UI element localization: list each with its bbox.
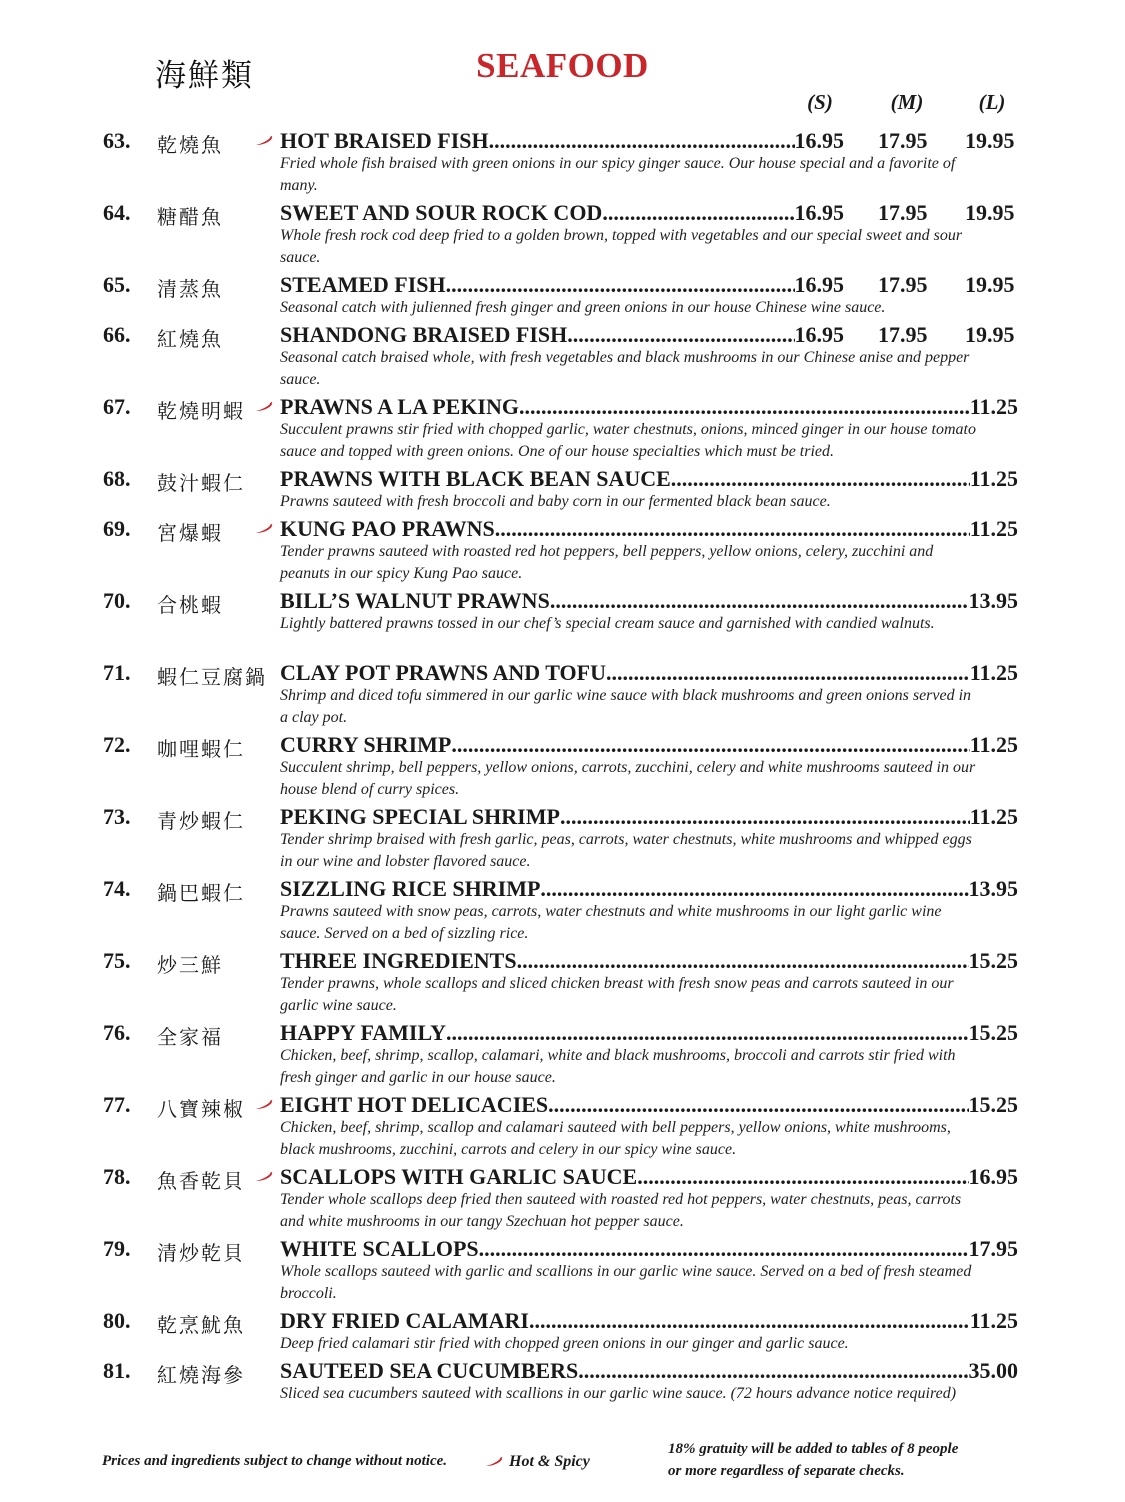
item-name: CURRY SHRIMP bbox=[280, 732, 452, 757]
item-title-line bbox=[280, 1092, 1018, 1118]
item-chinese-name: 糖醋魚 bbox=[157, 205, 223, 229]
item-number: 76. bbox=[103, 1020, 131, 1045]
item-price: 15.25 bbox=[968, 948, 1018, 973]
pepper-icon bbox=[255, 136, 273, 146]
item-description: Fried whole fish braised with green onions in our spicy ginger sauce. Our house special and a favorite of many. bbox=[280, 155, 956, 194]
item-number: 73. bbox=[103, 804, 131, 829]
item-chinese-name: 宮爆蝦 bbox=[157, 521, 223, 545]
item-price: 11.25 bbox=[969, 516, 1018, 541]
item-name: SWEET AND SOUR ROCK COD bbox=[280, 200, 603, 225]
item-number: 68. bbox=[103, 466, 131, 491]
item-description: Prawns sauteed with fresh broccoli and baby corn in our fermented black bean sauce. bbox=[280, 493, 831, 510]
item-description: Deep fried calamari stir fried with chopped green onions in our ginger and garlic sauce. bbox=[280, 1335, 849, 1352]
item-price: 11.25 bbox=[969, 732, 1018, 757]
item-description: Sliced sea cucumbers sauteed with scallions in our garlic wine sauce. (72 hours advance notice required) bbox=[280, 1385, 957, 1402]
item-description: Tender prawns sauteed with roasted red hot peppers, bell peppers, yellow onions, celery, zucchini and peanuts in our spicy Kung Pao sauce. bbox=[280, 543, 934, 582]
dot-leader bbox=[451, 732, 969, 758]
item-name: SCALLOPS WITH GARLIC SAUCE bbox=[280, 1164, 638, 1189]
pepper-icon bbox=[255, 1100, 273, 1110]
item-title-line bbox=[280, 1164, 1018, 1190]
item-number: 72. bbox=[103, 732, 131, 757]
item-title-line bbox=[280, 732, 1018, 758]
gratuity-line: 18% gratuity will be added to tables of 8 people bbox=[668, 1441, 959, 1457]
item-description: Shrimp and diced tofu simmered in our garlic wine sauce with black mushrooms and green onions served in a clay pot. bbox=[280, 687, 972, 726]
item-chinese-name: 咖哩蝦仁 bbox=[157, 737, 245, 761]
item-name: DRY FRIED CALAMARI bbox=[280, 1308, 529, 1333]
item-name: SIZZLING RICE SHRIMP bbox=[280, 876, 541, 901]
item-description: Prawns sauteed with snow peas, carrots, water chestnuts and white mushrooms in our light garlic wine sauce. Served on a bed of sizzling rice. bbox=[280, 903, 942, 942]
item-number: 74. bbox=[103, 876, 131, 901]
item-chinese-name: 鍋巴蝦仁 bbox=[157, 881, 245, 905]
item-title-line bbox=[280, 660, 1018, 686]
item-number: 71. bbox=[103, 660, 131, 685]
spicy-legend-label: Hot & Spicy bbox=[509, 1453, 590, 1470]
item-price: 15.25 bbox=[968, 1020, 1018, 1045]
item-price: 13.95 bbox=[968, 588, 1018, 613]
item-title-line bbox=[280, 128, 844, 154]
item-price: 11.25 bbox=[969, 660, 1018, 685]
dot-leader bbox=[495, 516, 970, 542]
item-name: THREE INGREDIENTS bbox=[280, 948, 517, 973]
item-number: 75. bbox=[103, 948, 131, 973]
item-price-medium: 17.95 bbox=[878, 200, 928, 225]
item-name: HAPPY FAMILY bbox=[280, 1020, 447, 1045]
item-name: SHANDONG BRAISED FISH bbox=[280, 322, 568, 347]
item-description: Seasonal catch braised whole, with fresh vegetables and black mushrooms in our Chinese anise and pepper sauce. bbox=[280, 349, 970, 388]
dot-leader bbox=[578, 1358, 968, 1384]
item-title-line bbox=[280, 200, 844, 226]
item-price: 11.25 bbox=[969, 1308, 1018, 1333]
item-price: 11.25 bbox=[969, 804, 1018, 829]
dot-leader bbox=[560, 804, 970, 830]
dot-leader bbox=[548, 1092, 968, 1118]
item-number: 79. bbox=[103, 1236, 131, 1261]
pepper-icon bbox=[255, 402, 273, 412]
item-number: 81. bbox=[103, 1358, 131, 1383]
item-description: Tender prawns, whole scallops and sliced chicken breast with fresh snow peas and carrots sauteed in our garlic wine sauce. bbox=[280, 975, 954, 1014]
item-description: Whole scallops sauteed with garlic and scallions in our garlic wine sauce. Served on a bed of fresh steamed broccoli. bbox=[280, 1263, 972, 1302]
item-price: 16.95 bbox=[794, 272, 844, 297]
item-name: PEKING SPECIAL SHRIMP bbox=[280, 804, 560, 829]
item-chinese-name: 紅燒魚 bbox=[157, 327, 223, 351]
item-title-line bbox=[280, 1358, 1018, 1384]
item-price: 13.95 bbox=[968, 876, 1018, 901]
item-name: BILL’S WALNUT PRAWNS bbox=[280, 588, 550, 613]
item-price-medium: 17.95 bbox=[878, 128, 928, 153]
item-price: 17.95 bbox=[968, 1236, 1018, 1261]
item-name: EIGHT HOT DELICACIES bbox=[280, 1092, 549, 1117]
item-chinese-name: 炒三鮮 bbox=[157, 953, 223, 977]
item-description: Chicken, beef, shrimp, scallop, calamari, white and black mushrooms, broccoli and carrots stir fried with fresh ginger and garlic in our house sauce. bbox=[280, 1047, 956, 1086]
item-number: 69. bbox=[103, 516, 131, 541]
item-number: 67. bbox=[103, 394, 131, 419]
item-number: 66. bbox=[103, 322, 131, 347]
size-label-medium: (M) bbox=[890, 90, 924, 114]
dot-leader bbox=[517, 948, 969, 974]
dot-leader bbox=[446, 1020, 968, 1046]
item-price: 35.00 bbox=[968, 1358, 1018, 1383]
item-name: WHITE SCALLOPS bbox=[280, 1236, 479, 1261]
item-title-line bbox=[280, 466, 1018, 492]
dot-leader bbox=[479, 1236, 969, 1262]
item-price: 16.95 bbox=[794, 200, 844, 225]
item-title-line bbox=[280, 272, 844, 298]
size-label-small: (S) bbox=[807, 90, 833, 114]
item-description: Tender shrimp braised with fresh garlic, peas, carrots, water chestnuts, white mushrooms and whipped eggs in our wine and lobster flavored sauce. bbox=[280, 831, 972, 870]
item-number: 78. bbox=[103, 1164, 131, 1189]
item-title-line bbox=[280, 876, 1018, 902]
item-chinese-name: 魚香乾貝 bbox=[157, 1169, 245, 1193]
item-price-medium: 17.95 bbox=[878, 272, 928, 297]
item-title-line bbox=[280, 1308, 1018, 1334]
item-chinese-name: 鼓汁蝦仁 bbox=[157, 471, 245, 495]
gratuity-note bbox=[668, 1438, 1048, 1482]
dot-leader bbox=[529, 1308, 970, 1334]
spicy-legend bbox=[485, 1453, 590, 1471]
item-price-medium: 17.95 bbox=[878, 322, 928, 347]
item-chinese-name: 全家福 bbox=[157, 1025, 223, 1049]
item-title-line bbox=[280, 948, 1018, 974]
dot-leader bbox=[489, 128, 795, 154]
item-name: STEAMED FISH bbox=[280, 272, 446, 297]
item-name: CLAY POT PRAWNS AND TOFU bbox=[280, 660, 606, 685]
dot-leader bbox=[519, 394, 970, 420]
item-chinese-name: 清蒸魚 bbox=[157, 277, 223, 301]
dot-leader bbox=[671, 466, 970, 492]
item-name: SAUTEED SEA CUCUMBERS bbox=[280, 1358, 579, 1383]
item-chinese-name: 合桃蝦 bbox=[157, 593, 223, 617]
item-chinese-name: 八寶辣椒 bbox=[157, 1097, 245, 1121]
item-description: Seasonal catch with julienned fresh ginger and green onions in our house Chinese wine sauce. bbox=[280, 299, 886, 316]
item-price: 11.25 bbox=[969, 466, 1018, 491]
item-price: 11.25 bbox=[969, 394, 1018, 419]
dot-leader bbox=[637, 1164, 968, 1190]
item-name: KUNG PAO PRAWNS bbox=[280, 516, 495, 541]
item-number: 70. bbox=[103, 588, 131, 613]
item-title-line bbox=[280, 394, 1018, 420]
item-chinese-name: 蝦仁豆腐鍋 bbox=[157, 665, 267, 689]
dot-leader bbox=[540, 876, 968, 902]
item-description: Succulent prawns stir fried with chopped garlic, water chestnuts, onions, minced ginger in our house tomato sauce and topped with green onions. One of our house specialties which must be tried. bbox=[280, 421, 976, 460]
item-description: Whole fresh rock cod deep fried to a golden brown, topped with vegetables and our special sweet and sour sauce. bbox=[280, 227, 963, 266]
dot-leader bbox=[567, 322, 794, 348]
item-name: HOT BRAISED FISH bbox=[280, 128, 489, 153]
item-chinese-name: 乾燒明蝦 bbox=[157, 399, 245, 423]
item-description: Lightly battered prawns tossed in our chef’s special cream sauce and garnished with candied walnuts. bbox=[280, 615, 935, 632]
item-price: 16.95 bbox=[968, 1164, 1018, 1189]
item-title-line bbox=[280, 588, 1018, 614]
item-price-large: 19.95 bbox=[965, 272, 1015, 297]
item-chinese-name: 清炒乾貝 bbox=[157, 1241, 245, 1265]
dot-leader bbox=[550, 588, 969, 614]
page-title: SEAFOOD bbox=[476, 46, 649, 85]
item-chinese-name: 乾烹魷魚 bbox=[157, 1313, 245, 1337]
item-description: Tender whole scallops deep fried then sauteed with roasted red hot peppers, water chestnuts, peas, carrots and white mushrooms in our tangy Szechuan hot pepper sauce. bbox=[280, 1191, 962, 1230]
item-price: 16.95 bbox=[794, 322, 844, 347]
item-title-line bbox=[280, 516, 1018, 542]
item-description: Chicken, beef, shrimp, scallop and calamari sauteed with bell peppers, yellow onions, white mushrooms, black mushrooms, zucchini, carrots and celery in our spicy wine sauce. bbox=[280, 1119, 951, 1158]
item-chinese-name: 乾燒魚 bbox=[157, 133, 223, 157]
item-title-line bbox=[280, 804, 1018, 830]
item-price: 16.95 bbox=[794, 128, 844, 153]
dot-leader bbox=[602, 200, 794, 226]
item-title-line bbox=[280, 1020, 1018, 1046]
item-number: 77. bbox=[103, 1092, 131, 1117]
pepper-icon bbox=[255, 524, 273, 534]
item-number: 64. bbox=[103, 200, 131, 225]
item-chinese-name: 紅燒海參 bbox=[157, 1363, 245, 1387]
dot-leader bbox=[606, 660, 970, 686]
item-name: PRAWNS A LA PEKING bbox=[280, 394, 519, 419]
item-price: 15.25 bbox=[968, 1092, 1018, 1117]
item-title-line bbox=[280, 1236, 1018, 1262]
item-chinese-name: 青炒蝦仁 bbox=[157, 809, 245, 833]
item-number: 63. bbox=[103, 128, 131, 153]
footer-disclaimer: Prices and ingredients subject to change without notice. bbox=[102, 1453, 448, 1469]
item-price-large: 19.95 bbox=[965, 322, 1015, 347]
item-price-large: 19.95 bbox=[965, 128, 1015, 153]
item-price-large: 19.95 bbox=[965, 200, 1015, 225]
item-name: PRAWNS WITH BLACK BEAN SAUCE bbox=[280, 466, 671, 491]
dot-leader bbox=[446, 272, 795, 298]
pepper-icon bbox=[255, 1172, 273, 1182]
item-number: 80. bbox=[103, 1308, 131, 1333]
item-number: 65. bbox=[103, 272, 131, 297]
item-description: Succulent shrimp, bell peppers, yellow onions, carrots, zucchini, celery and white mushrooms sauteed in our house blend of curry spices. bbox=[280, 759, 976, 798]
item-title-line bbox=[280, 322, 844, 348]
size-label-large: (L) bbox=[978, 90, 1006, 114]
gratuity-line: or more regardless of separate checks. bbox=[668, 1463, 905, 1479]
pepper-icon bbox=[485, 1457, 503, 1467]
chinese-title: 海鮮類 bbox=[155, 58, 254, 94]
